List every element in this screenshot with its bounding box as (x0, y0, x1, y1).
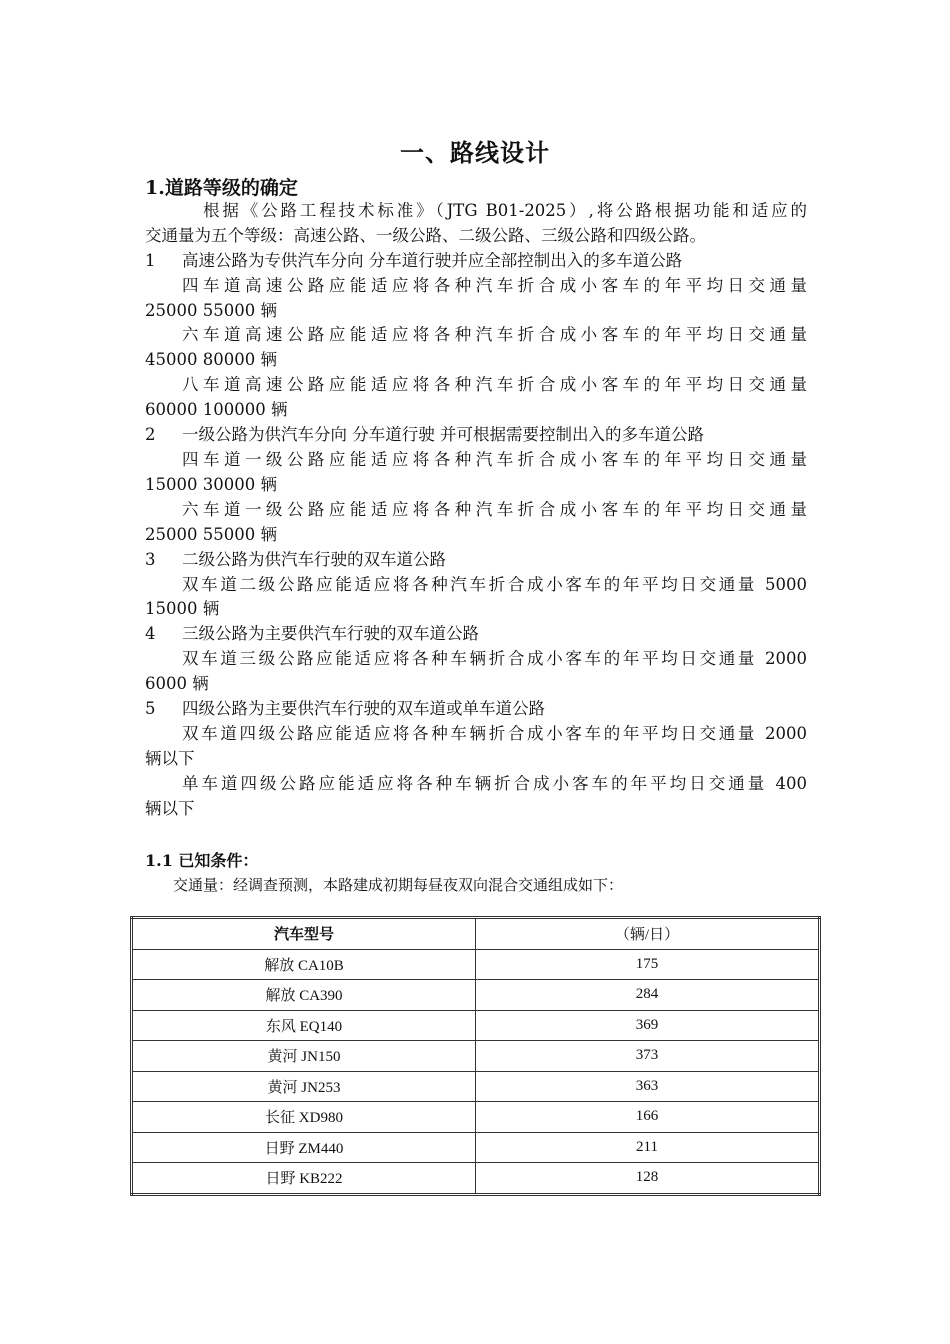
grade-item (145, 622, 807, 646)
volume-cell: 373 (476, 1041, 820, 1072)
intro-text: 交通量：经调查预测，本路建成初期每昼夜双向混合交通组成如下： (173, 876, 624, 894)
grade-detail-cont: 25000 55000 辆 (145, 301, 277, 320)
grade-detail-cont: 15000 30000 辆 (145, 475, 277, 494)
table-header-row (132, 918, 820, 950)
grade-detail-cont: 15000 辆 (145, 599, 220, 618)
vehicle-model-cell: 解放 CA390 (132, 980, 476, 1011)
table-row (132, 1071, 820, 1102)
volume-cell: 363 (476, 1071, 820, 1102)
grade-detail: 六车道高速公路应能适应将各种汽车折合成小客车的年平均日交通量 (182, 325, 807, 344)
grade-detail: 四车道一级公路应能适应将各种汽车折合成小客车的年平均日交通量 (182, 450, 807, 469)
page-title: 一、路线设计 (400, 138, 550, 167)
grade-number: 2 (145, 425, 156, 444)
column-header-model: 汽车型号 (132, 918, 476, 950)
traffic-volume-table (130, 916, 821, 1196)
grade-text: 高速公路为专供汽车分向 分车道行驶并应全部控制出入的多车道公路 (182, 251, 683, 270)
table-row (132, 1010, 820, 1041)
grade-text: 一级公路为供汽车分向 分车道行驶 并可根据需要控制出入的多车道公路 (182, 425, 704, 444)
grade-detail: 双车道四级公路应能适应将各种车辆折合成小客车的年平均日交通量 2000 (182, 724, 807, 743)
vehicle-model-cell: 黄河 JN150 (132, 1041, 476, 1072)
grade-detail: 单车道四级公路应能适应将各种车辆折合成小客车的年平均日交通量 400 (182, 774, 807, 793)
volume-cell: 369 (476, 1010, 820, 1041)
vehicle-model-cell: 日野 KB222 (132, 1163, 476, 1195)
volume-cell: 284 (476, 980, 820, 1011)
grade-detail-cont: 6000 辆 (145, 674, 209, 693)
column-header-volume: （辆/日） (476, 918, 820, 950)
grade-text: 三级公路为主要供汽车行驶的双车道公路 (182, 624, 479, 643)
table-row (132, 1132, 820, 1163)
grade-item (145, 423, 807, 447)
vehicle-model-cell: 解放 CA10B (132, 949, 476, 980)
grade-number: 5 (145, 699, 156, 718)
volume-cell: 128 (476, 1163, 820, 1195)
paragraph-line: 交通量为五个等级：高速公路、一级公路、二级公路、三级公路和四级公路。 (145, 226, 706, 245)
grade-detail-cont: 辆以下 (145, 749, 195, 768)
vehicle-model-cell: 日野 ZM440 (132, 1132, 476, 1163)
vehicle-model-cell: 长征 XD980 (132, 1102, 476, 1133)
table-row (132, 1102, 820, 1133)
grade-detail: 八车道高速公路应能适应将各种汽车折合成小客车的年平均日交通量 (182, 375, 807, 394)
vehicle-model-cell: 东风 EQ140 (132, 1010, 476, 1041)
table-row (132, 1041, 820, 1072)
grade-number: 1 (145, 251, 156, 270)
paragraph-line: 根据《公路工程技术标准》（JTG B01-2025）,将公路根据功能和适应的 (203, 201, 807, 220)
grade-number: 3 (145, 550, 156, 569)
vehicle-model-cell: 黄河 JN253 (132, 1071, 476, 1102)
grade-detail-cont: 60000 100000 辆 (145, 400, 288, 419)
section-heading: 1.道路等级的确定 (145, 177, 298, 199)
volume-cell: 166 (476, 1102, 820, 1133)
grade-detail: 双车道二级公路应能适应将各种汽车折合成小客车的年平均日交通量 5000 (182, 575, 807, 594)
grade-item (145, 548, 807, 572)
table-row (132, 980, 820, 1011)
grade-item (145, 697, 807, 721)
grade-detail: 六车道一级公路应能适应将各种汽车折合成小客车的年平均日交通量 (182, 500, 807, 519)
grade-detail: 双车道三级公路应能适应将各种车辆折合成小客车的年平均日交通量 2000 (182, 649, 807, 668)
grade-detail-cont: 45000 80000 辆 (145, 350, 277, 369)
grade-detail-cont: 辆以下 (145, 799, 195, 818)
grade-item (145, 249, 807, 273)
grade-number: 4 (145, 624, 156, 643)
table-row (132, 1163, 820, 1195)
grade-detail: 四车道高速公路应能适应将各种汽车折合成小客车的年平均日交通量 (182, 276, 807, 295)
grade-text: 二级公路为供汽车行驶的双车道公路 (182, 550, 446, 569)
grade-text: 四级公路为主要供汽车行驶的双车道或单车道公路 (182, 699, 545, 718)
subheading: 1.1 已知条件： (145, 851, 259, 870)
volume-cell: 175 (476, 949, 820, 980)
grade-detail-cont: 25000 55000 辆 (145, 525, 277, 544)
volume-cell: 211 (476, 1132, 820, 1163)
table-row (132, 949, 820, 980)
